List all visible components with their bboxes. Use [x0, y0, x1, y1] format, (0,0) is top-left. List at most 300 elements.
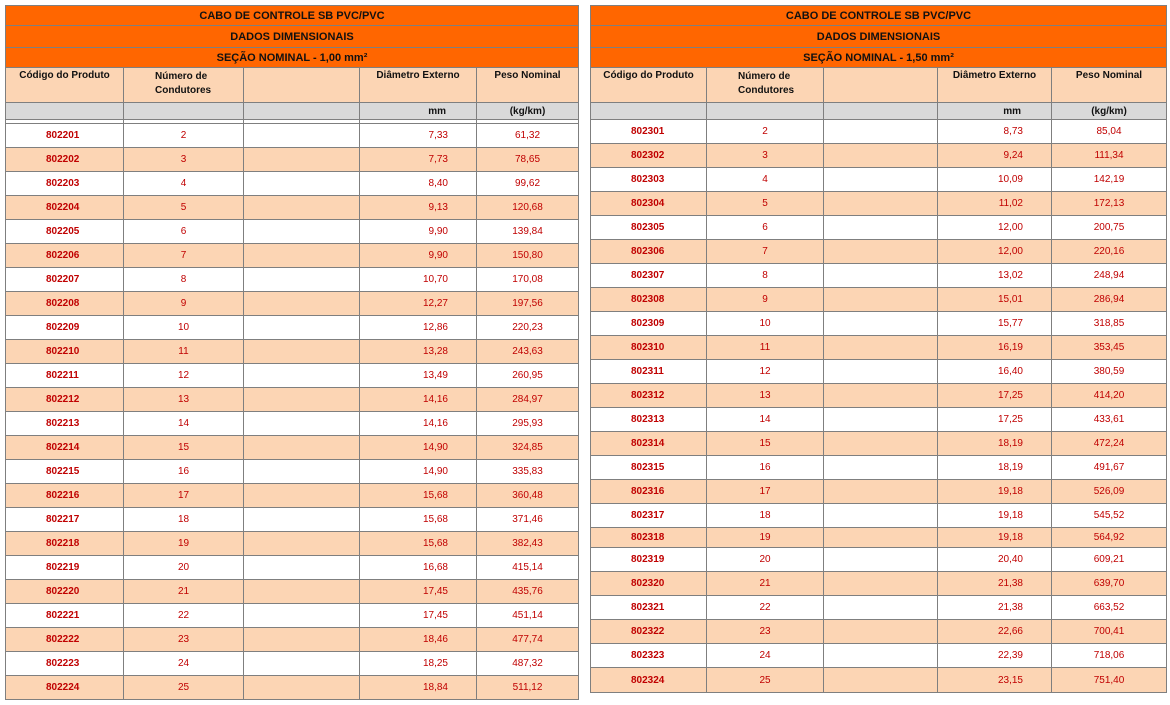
blank-cell — [244, 580, 360, 604]
col-blank — [824, 68, 938, 103]
conductor-count: 14 — [124, 412, 244, 436]
nominal-weight: 371,46 — [477, 508, 579, 532]
outer-diameter: 20,40 — [938, 548, 1052, 572]
table-row — [591, 432, 1167, 456]
outer-diameter: 12,27 — [360, 292, 477, 316]
product-code: 802319 — [591, 548, 707, 572]
conductor-count: 21 — [707, 572, 824, 596]
blank-cell — [824, 312, 938, 336]
conductor-count: 17 — [707, 480, 824, 504]
nominal-weight: 220,16 — [1052, 240, 1167, 264]
col-numero-condutores: Número de Condutores — [707, 68, 824, 103]
product-code: 802302 — [591, 144, 707, 168]
outer-diameter: 13,28 — [360, 340, 477, 364]
unit-cell: (kg/km) — [477, 103, 579, 120]
outer-diameter: 17,25 — [938, 408, 1052, 432]
nominal-weight: 172,13 — [1052, 192, 1167, 216]
column-header-row — [6, 68, 579, 103]
nominal-weight: 85,04 — [1052, 120, 1167, 144]
product-code: 802209 — [6, 316, 124, 340]
blank-cell — [824, 384, 938, 408]
nominal-weight: 248,94 — [1052, 264, 1167, 288]
product-code: 802224 — [6, 676, 124, 700]
conductor-count: 20 — [707, 548, 824, 572]
product-code: 802223 — [6, 652, 124, 676]
outer-diameter: 18,84 — [360, 676, 477, 700]
product-code: 802206 — [6, 244, 124, 268]
outer-diameter: 15,77 — [938, 312, 1052, 336]
blank-cell — [244, 628, 360, 652]
blank-cell — [824, 192, 938, 216]
outer-diameter: 10,09 — [938, 168, 1052, 192]
col-blank — [244, 68, 360, 103]
table-row — [591, 456, 1167, 480]
blank-cell — [244, 268, 360, 292]
product-code: 802315 — [591, 456, 707, 480]
unit-cell — [824, 103, 938, 120]
product-code: 802208 — [6, 292, 124, 316]
conductor-count: 16 — [707, 456, 824, 480]
unit-cell — [124, 103, 244, 120]
product-code: 802205 — [6, 220, 124, 244]
outer-diameter: 9,13 — [360, 196, 477, 220]
product-code: 802201 — [6, 124, 124, 148]
product-code: 802218 — [6, 532, 124, 556]
product-code: 802214 — [6, 436, 124, 460]
outer-diameter: 18,19 — [938, 432, 1052, 456]
outer-diameter: 15,68 — [360, 508, 477, 532]
table-row — [591, 644, 1167, 668]
blank-cell — [824, 432, 938, 456]
outer-diameter: 9,24 — [938, 144, 1052, 168]
conductor-count: 11 — [124, 340, 244, 364]
conductor-count: 10 — [707, 312, 824, 336]
table-row — [591, 120, 1167, 144]
conductor-count: 12 — [707, 360, 824, 384]
outer-diameter: 18,46 — [360, 628, 477, 652]
outer-diameter: 17,45 — [360, 604, 477, 628]
blank-cell — [244, 460, 360, 484]
outer-diameter: 14,16 — [360, 388, 477, 412]
blank-cell — [244, 508, 360, 532]
table-row — [6, 484, 579, 508]
conductor-count: 7 — [124, 244, 244, 268]
conductor-count: 5 — [124, 196, 244, 220]
nominal-weight: 295,93 — [477, 412, 579, 436]
col-diametro: Diâmetro Externo — [360, 68, 477, 103]
product-code: 802216 — [6, 484, 124, 508]
table-title: CABO DE CONTROLE SB PVC/PVC — [6, 6, 579, 26]
nominal-weight: 451,14 — [477, 604, 579, 628]
table-row — [6, 172, 579, 196]
nominal-weight: 200,75 — [1052, 216, 1167, 240]
nominal-weight: 526,09 — [1052, 480, 1167, 504]
product-code: 802213 — [6, 412, 124, 436]
outer-diameter: 13,49 — [360, 364, 477, 388]
table-subtitle: DADOS DIMENSIONAIS — [591, 26, 1167, 48]
outer-diameter: 12,00 — [938, 240, 1052, 264]
nominal-weight: 150,80 — [477, 244, 579, 268]
blank-cell — [244, 652, 360, 676]
table-title-row — [6, 6, 579, 26]
blank-cell — [244, 556, 360, 580]
conductor-count: 25 — [124, 676, 244, 700]
table-row — [591, 668, 1167, 693]
nominal-weight: 380,59 — [1052, 360, 1167, 384]
conductor-count: 22 — [707, 596, 824, 620]
blank-cell — [824, 572, 938, 596]
conductor-count: 15 — [124, 436, 244, 460]
outer-diameter: 18,25 — [360, 652, 477, 676]
table-row — [6, 364, 579, 388]
product-code: 802217 — [6, 508, 124, 532]
table-row — [591, 312, 1167, 336]
unit-cell — [707, 103, 824, 120]
blank-cell — [824, 456, 938, 480]
nominal-weight: 61,32 — [477, 124, 579, 148]
nominal-weight: 139,84 — [477, 220, 579, 244]
conductor-count: 4 — [707, 168, 824, 192]
outer-diameter: 14,16 — [360, 412, 477, 436]
product-code: 802317 — [591, 504, 707, 528]
outer-diameter: 8,73 — [938, 120, 1052, 144]
table-row — [6, 652, 579, 676]
nominal-weight: 751,40 — [1052, 668, 1167, 693]
nominal-weight: 700,41 — [1052, 620, 1167, 644]
product-code: 802203 — [6, 172, 124, 196]
outer-diameter: 21,38 — [938, 572, 1052, 596]
table-row — [591, 240, 1167, 264]
table-row — [6, 220, 579, 244]
blank-cell — [824, 288, 938, 312]
col-peso: Peso Nominal — [1052, 68, 1167, 103]
blank-cell — [824, 668, 938, 693]
table-row — [6, 460, 579, 484]
product-code: 802222 — [6, 628, 124, 652]
product-code: 802207 — [6, 268, 124, 292]
unit-cell: mm — [360, 103, 477, 120]
blank-cell — [244, 172, 360, 196]
blank-cell — [244, 388, 360, 412]
blank-cell — [244, 292, 360, 316]
table-row — [6, 676, 579, 700]
nominal-weight: 491,67 — [1052, 456, 1167, 480]
product-code: 802312 — [591, 384, 707, 408]
table-row — [591, 192, 1167, 216]
nominal-weight: 414,20 — [1052, 384, 1167, 408]
table-row — [6, 556, 579, 580]
conductor-count: 11 — [707, 336, 824, 360]
table-row — [591, 168, 1167, 192]
outer-diameter: 16,68 — [360, 556, 477, 580]
table-row — [591, 480, 1167, 504]
product-code: 802323 — [591, 644, 707, 668]
outer-diameter: 23,15 — [938, 668, 1052, 693]
unit-cell: (kg/km) — [1052, 103, 1167, 120]
outer-diameter: 12,86 — [360, 316, 477, 340]
blank-cell — [244, 364, 360, 388]
nominal-weight: 243,63 — [477, 340, 579, 364]
table-row — [6, 268, 579, 292]
section-nominal-row — [6, 48, 579, 68]
outer-diameter: 19,18 — [938, 504, 1052, 528]
blank-cell — [824, 264, 938, 288]
table-row — [6, 508, 579, 532]
nominal-weight: 335,83 — [477, 460, 579, 484]
blank-cell — [824, 644, 938, 668]
nominal-weight: 120,68 — [477, 196, 579, 220]
unit-cell: mm — [938, 103, 1052, 120]
table-row — [6, 244, 579, 268]
col-codigo: Código do Produto — [591, 68, 707, 103]
product-code: 802305 — [591, 216, 707, 240]
outer-diameter: 7,73 — [360, 148, 477, 172]
outer-diameter: 19,18 — [938, 480, 1052, 504]
conductor-count: 8 — [124, 268, 244, 292]
table-row — [591, 504, 1167, 528]
table-subtitle-row — [6, 26, 579, 48]
product-code: 802210 — [6, 340, 124, 364]
product-code: 802316 — [591, 480, 707, 504]
blank-cell — [244, 148, 360, 172]
col-diametro: Diâmetro Externo — [938, 68, 1052, 103]
nominal-weight: 78,65 — [477, 148, 579, 172]
nominal-weight: 260,95 — [477, 364, 579, 388]
conductor-count: 16 — [124, 460, 244, 484]
table-row — [6, 580, 579, 604]
table-row — [6, 604, 579, 628]
nominal-weight: 360,48 — [477, 484, 579, 508]
table-row — [6, 340, 579, 364]
product-code: 802311 — [591, 360, 707, 384]
table-row — [591, 360, 1167, 384]
conductor-count: 2 — [707, 120, 824, 144]
product-code: 802309 — [591, 312, 707, 336]
blank-cell — [244, 604, 360, 628]
table-row — [6, 628, 579, 652]
nominal-weight: 609,21 — [1052, 548, 1167, 572]
blank-cell — [824, 408, 938, 432]
conductor-count: 20 — [124, 556, 244, 580]
blank-cell — [824, 336, 938, 360]
conductor-count: 19 — [124, 532, 244, 556]
column-header-row — [591, 68, 1167, 103]
nominal-weight: 511,12 — [477, 676, 579, 700]
table-row — [6, 124, 579, 148]
nominal-weight: 197,56 — [477, 292, 579, 316]
product-code: 802321 — [591, 596, 707, 620]
nominal-weight: 324,85 — [477, 436, 579, 460]
table-row — [591, 336, 1167, 360]
blank-cell — [244, 412, 360, 436]
conductor-count: 8 — [707, 264, 824, 288]
conductor-count: 5 — [707, 192, 824, 216]
outer-diameter: 15,68 — [360, 532, 477, 556]
blank-cell — [244, 316, 360, 340]
table-row — [6, 148, 579, 172]
table-row — [6, 532, 579, 556]
unit-cell — [591, 103, 707, 120]
conductor-count: 6 — [124, 220, 244, 244]
nominal-weight: 286,94 — [1052, 288, 1167, 312]
nominal-weight: 220,23 — [477, 316, 579, 340]
table-row — [6, 388, 579, 412]
outer-diameter: 15,68 — [360, 484, 477, 508]
nominal-weight: 433,61 — [1052, 408, 1167, 432]
nominal-weight: 639,70 — [1052, 572, 1167, 596]
product-code: 802304 — [591, 192, 707, 216]
blank-cell — [824, 620, 938, 644]
product-code: 802202 — [6, 148, 124, 172]
table-row — [6, 316, 579, 340]
product-code: 802307 — [591, 264, 707, 288]
product-code: 802322 — [591, 620, 707, 644]
blank-cell — [244, 220, 360, 244]
blank-cell — [824, 168, 938, 192]
table-row — [6, 412, 579, 436]
product-code: 802212 — [6, 388, 124, 412]
table-row — [591, 288, 1167, 312]
nominal-weight: 353,45 — [1052, 336, 1167, 360]
col-numero-condutores: Número de Condutores — [124, 68, 244, 103]
conductor-count: 2 — [124, 124, 244, 148]
blank-cell — [244, 532, 360, 556]
blank-cell — [824, 480, 938, 504]
blank-cell — [244, 244, 360, 268]
table-title: CABO DE CONTROLE SB PVC/PVC — [591, 6, 1167, 26]
conductor-count: 4 — [124, 172, 244, 196]
product-code: 802320 — [591, 572, 707, 596]
conductor-count: 25 — [707, 668, 824, 693]
product-code: 802221 — [6, 604, 124, 628]
blank-cell — [244, 196, 360, 220]
blank-cell — [824, 360, 938, 384]
product-code: 802308 — [591, 288, 707, 312]
conductor-count: 15 — [707, 432, 824, 456]
nominal-weight: 718,06 — [1052, 644, 1167, 668]
outer-diameter: 17,45 — [360, 580, 477, 604]
outer-diameter: 14,90 — [360, 460, 477, 484]
table-subtitle: DADOS DIMENSIONAIS — [6, 26, 579, 48]
nominal-weight: 111,34 — [1052, 144, 1167, 168]
table-title-row — [591, 6, 1167, 26]
outer-diameter: 7,33 — [360, 124, 477, 148]
blank-cell — [244, 676, 360, 700]
outer-diameter: 9,90 — [360, 220, 477, 244]
conductor-count: 22 — [124, 604, 244, 628]
conductor-count: 17 — [124, 484, 244, 508]
conductor-count: 23 — [707, 620, 824, 644]
product-code: 802303 — [591, 168, 707, 192]
conductor-count: 3 — [124, 148, 244, 172]
table-row — [591, 384, 1167, 408]
section-nominal: SEÇÃO NOMINAL - 1,50 mm² — [591, 48, 1167, 68]
outer-diameter: 11,02 — [938, 192, 1052, 216]
conductor-count: 24 — [124, 652, 244, 676]
blank-cell — [244, 484, 360, 508]
col-codigo: Código do Produto — [6, 68, 124, 103]
blank-cell — [244, 124, 360, 148]
conductor-count: 6 — [707, 216, 824, 240]
table-row — [591, 620, 1167, 644]
table-row — [591, 408, 1167, 432]
product-code: 802215 — [6, 460, 124, 484]
outer-diameter: 8,40 — [360, 172, 477, 196]
outer-diameter: 10,70 — [360, 268, 477, 292]
conductor-count: 9 — [124, 292, 244, 316]
outer-diameter: 16,19 — [938, 336, 1052, 360]
blank-cell — [824, 144, 938, 168]
nominal-weight: 415,14 — [477, 556, 579, 580]
blank-cell — [244, 340, 360, 364]
product-code: 802314 — [591, 432, 707, 456]
blank-cell — [824, 120, 938, 144]
conductor-count: 23 — [124, 628, 244, 652]
nominal-weight: 382,43 — [477, 532, 579, 556]
outer-diameter: 17,25 — [938, 384, 1052, 408]
outer-diameter: 19,18 — [938, 528, 1052, 548]
blank-cell — [824, 504, 938, 528]
outer-diameter: 14,90 — [360, 436, 477, 460]
blank-cell — [244, 436, 360, 460]
nominal-weight: 663,52 — [1052, 596, 1167, 620]
outer-diameter: 21,38 — [938, 596, 1052, 620]
nominal-weight: 99,62 — [477, 172, 579, 196]
nominal-weight: 170,08 — [477, 268, 579, 292]
unit-cell — [244, 103, 360, 120]
table-row — [6, 196, 579, 220]
conductor-count: 18 — [707, 504, 824, 528]
outer-diameter: 16,40 — [938, 360, 1052, 384]
conductor-count: 7 — [707, 240, 824, 264]
outer-diameter: 22,66 — [938, 620, 1052, 644]
product-code: 802211 — [6, 364, 124, 388]
conductor-count: 19 — [707, 528, 824, 548]
conductor-count: 3 — [707, 144, 824, 168]
nominal-weight: 472,24 — [1052, 432, 1167, 456]
conductor-count: 14 — [707, 408, 824, 432]
product-code: 802306 — [591, 240, 707, 264]
table-row — [6, 436, 579, 460]
nominal-weight: 487,32 — [477, 652, 579, 676]
outer-diameter: 12,00 — [938, 216, 1052, 240]
outer-diameter: 18,19 — [938, 456, 1052, 480]
outer-diameter: 13,02 — [938, 264, 1052, 288]
product-code: 802318 — [591, 528, 707, 548]
outer-diameter: 15,01 — [938, 288, 1052, 312]
conductor-count: 13 — [124, 388, 244, 412]
nominal-weight: 318,85 — [1052, 312, 1167, 336]
conductor-count: 10 — [124, 316, 244, 340]
product-code: 802220 — [6, 580, 124, 604]
table-subtitle-row — [591, 26, 1167, 48]
blank-cell — [824, 528, 938, 548]
nominal-weight: 564,92 — [1052, 528, 1167, 548]
outer-diameter: 22,39 — [938, 644, 1052, 668]
conductor-count: 18 — [124, 508, 244, 532]
blank-cell — [824, 548, 938, 572]
table-row — [591, 596, 1167, 620]
nominal-weight: 284,97 — [477, 388, 579, 412]
product-code: 802301 — [591, 120, 707, 144]
nominal-weight: 435,76 — [477, 580, 579, 604]
table-row — [591, 264, 1167, 288]
outer-diameter: 9,90 — [360, 244, 477, 268]
blank-cell — [824, 596, 938, 620]
unit-cell — [6, 103, 124, 120]
conductor-count: 21 — [124, 580, 244, 604]
nominal-weight: 477,74 — [477, 628, 579, 652]
